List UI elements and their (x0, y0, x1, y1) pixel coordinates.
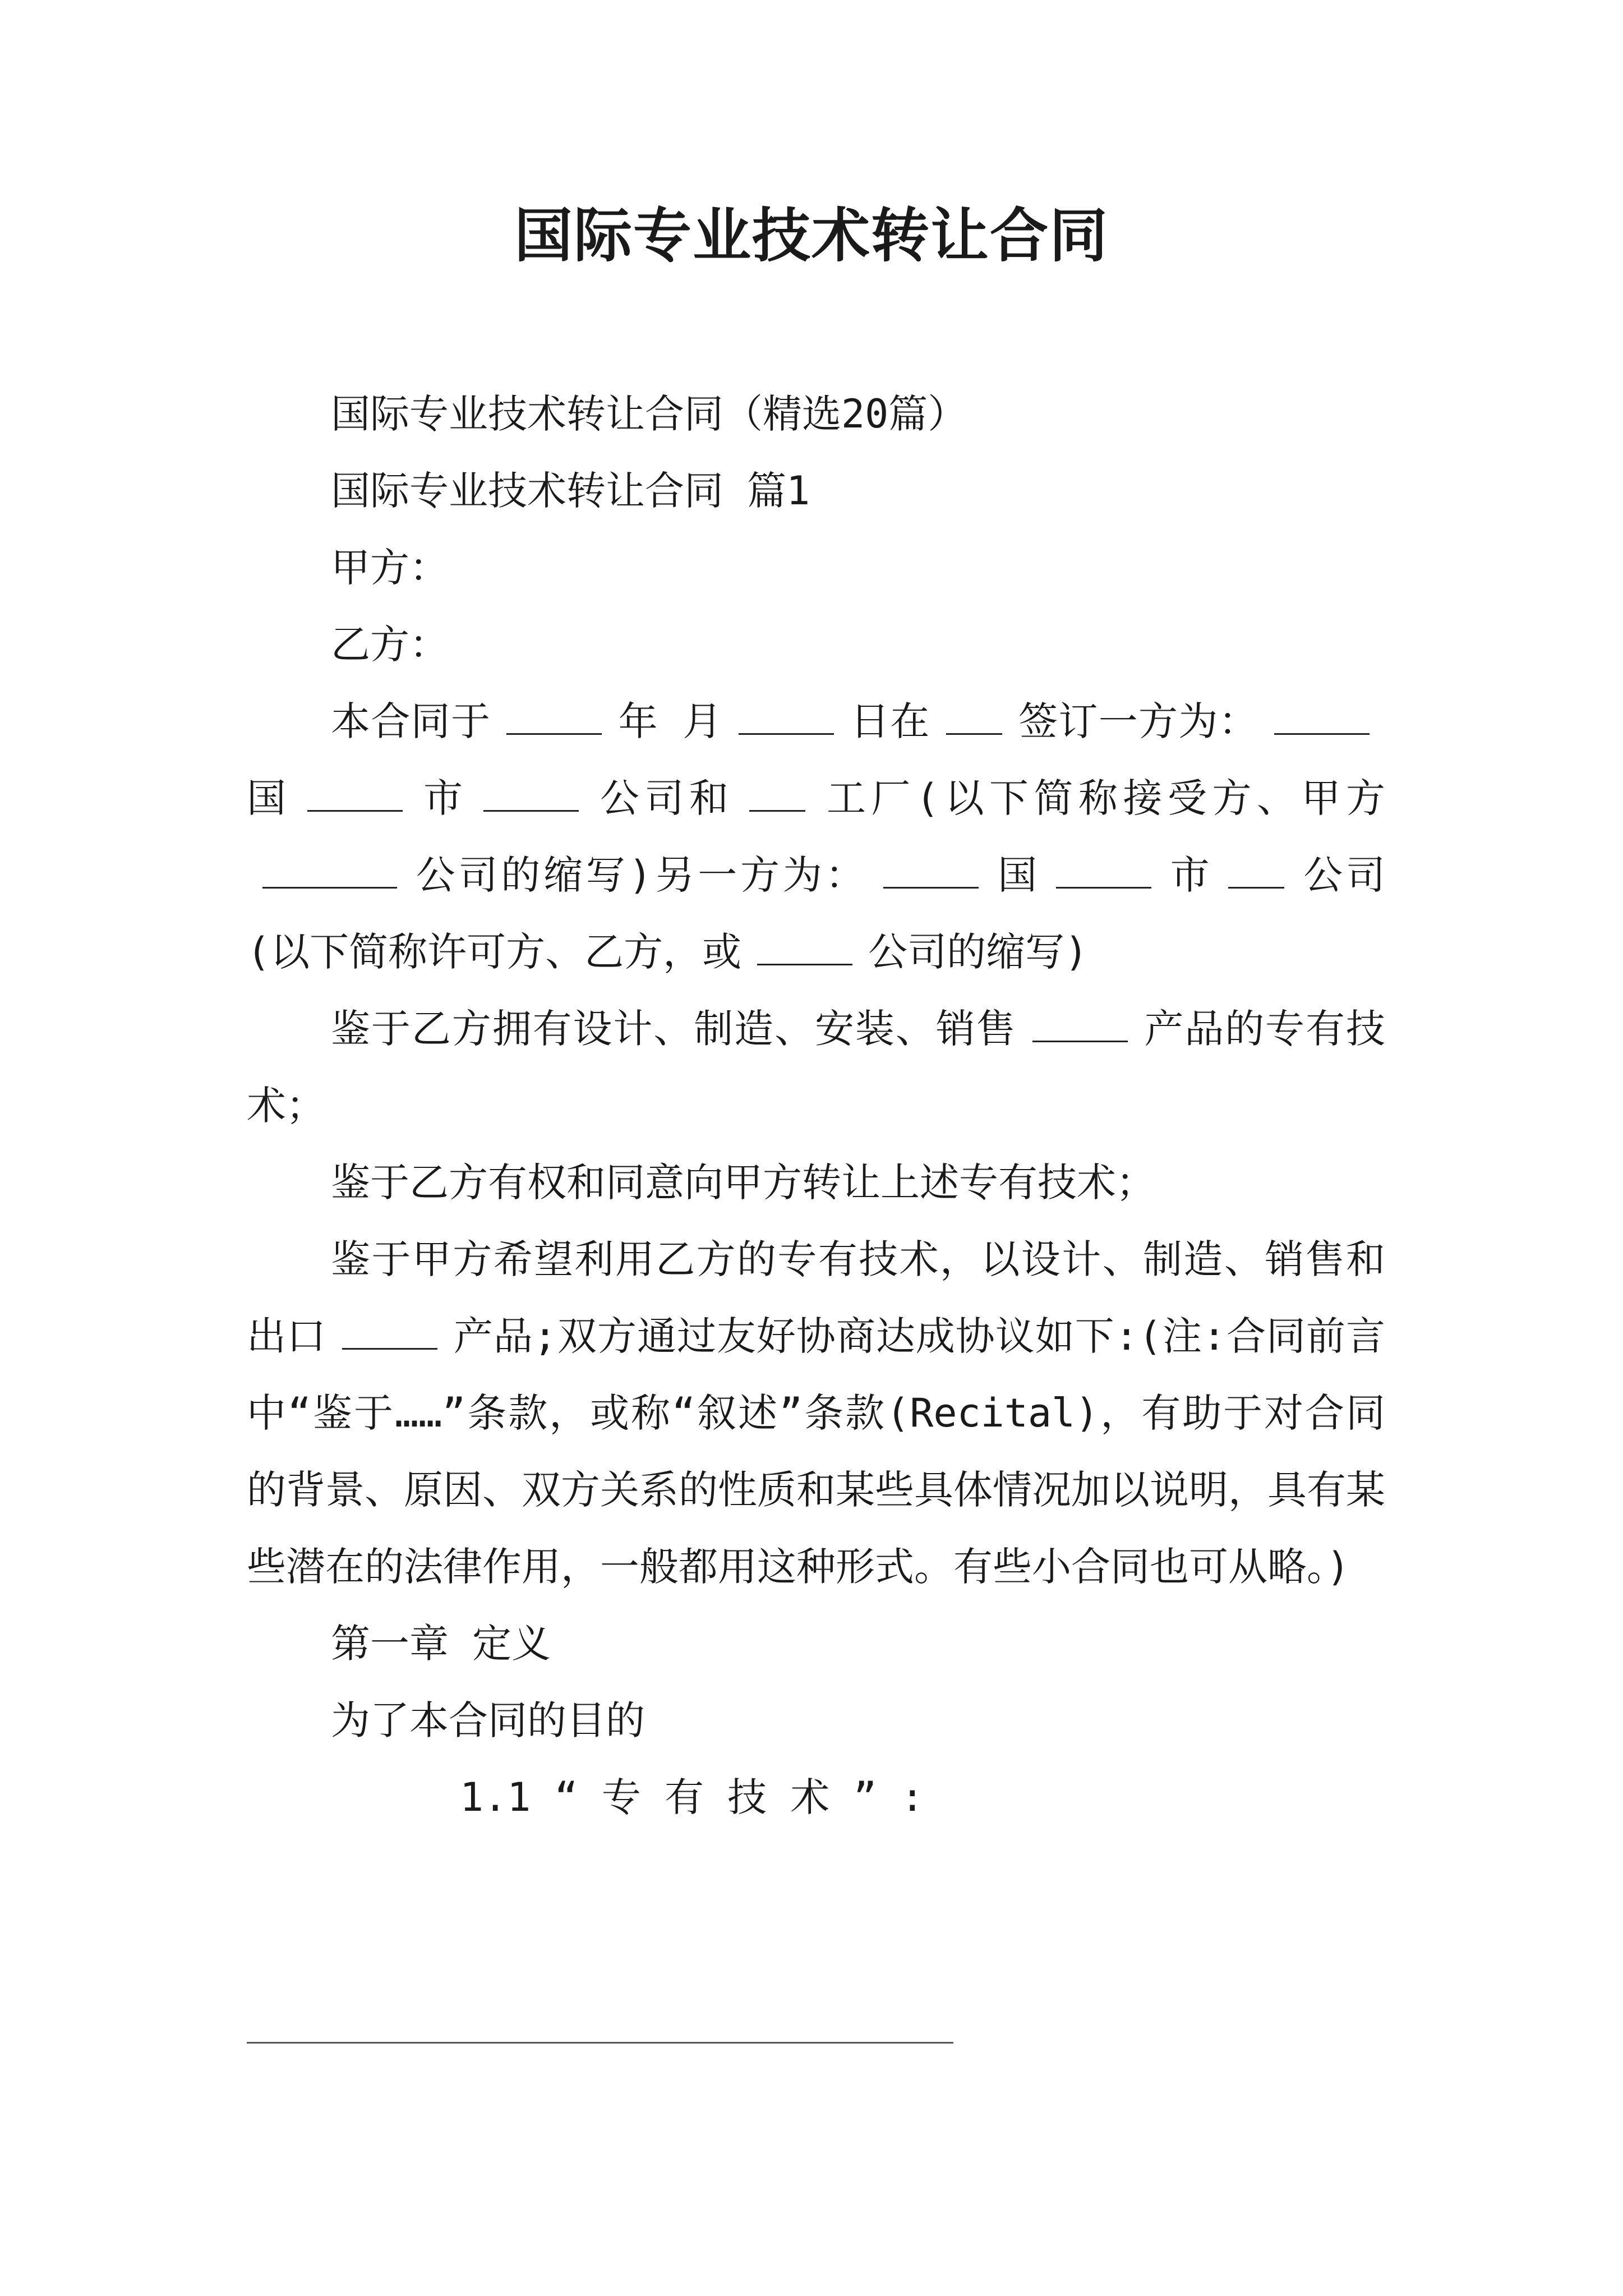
blank-abbr-a (262, 886, 397, 889)
whereas-paragraph-3 (247, 1221, 1385, 1605)
signing-text-4: 签订一方为： (1017, 698, 1259, 744)
blank-product-2 (342, 1347, 437, 1350)
blank-day (739, 733, 834, 735)
whereas-1-text-a: 鉴于乙方拥有设计、制造、安装、销售 (331, 1006, 1017, 1052)
signing-text-3: 日在 (849, 698, 930, 744)
blank-year (506, 733, 602, 735)
signing-text-7: 公司和 (594, 775, 734, 821)
whereas-3-text-a: 鉴于甲方希望利用乙方的专有技术，以设计、制造、销售和出口 (247, 1236, 1385, 1359)
signing-text-9: 公司的缩写)另一方为： (413, 852, 868, 898)
signing-paragraph (247, 683, 1385, 991)
subtitle-line: 国际专业技术转让合同（精选20篇） (331, 391, 967, 437)
fill-in-line (247, 2042, 953, 2044)
blank-company-b (1228, 886, 1284, 889)
party-a-line: 甲方： (331, 545, 449, 591)
blank-place (946, 733, 1002, 735)
signing-text-8: 工厂(以下简称接受方、甲方 (821, 775, 1385, 821)
signing-text-11: 市 (1166, 852, 1213, 898)
blank-country-a (1274, 733, 1370, 735)
blank-city-b (1056, 886, 1151, 889)
blank-factory-a (749, 809, 805, 812)
signing-text-12: 公司(以下简称许可方、乙方，或 (247, 852, 1386, 975)
signing-text-5: 国 (247, 775, 292, 821)
signing-text-10: 国 (994, 852, 1040, 898)
signing-text-6: 市 (418, 775, 468, 821)
whereas-paragraph-2: 鉴于乙方有权和同意向甲方转让上述专有技术； (331, 1159, 1155, 1205)
blank-company-a (483, 809, 579, 812)
section-heading: 国际专业技术转让合同 篇1 (331, 468, 810, 514)
party-b-line: 乙方： (331, 622, 449, 668)
signing-text-1: 本合同于 (331, 698, 491, 744)
signing-text-2: 年 月 (617, 698, 723, 744)
signing-text-13: 公司的缩写) (868, 929, 1089, 975)
blank-abbr-b (757, 963, 852, 965)
clause-1-1: 1.1 “ 专 有 技 术 ” : (460, 1774, 924, 1820)
purpose-line: 为了本合同的目的 (331, 1697, 645, 1743)
whereas-paragraph-1 (247, 991, 1385, 1144)
document-body (247, 376, 1385, 1836)
blank-country-b (883, 886, 979, 889)
blank-city-a (307, 809, 403, 812)
chapter-heading: 第一章 定义 (331, 1621, 551, 1667)
whereas-1-text-b: 产品的专有技术； (247, 1006, 1386, 1129)
document-title: 国际专业技术转让合同 (514, 201, 1109, 270)
whereas-3-text-b: 产品;双方通过友好协商达成协议如下:(注:合同前言中“鉴于……”条款，或称“叙述”条款(Recital)，有助于对合同的背景、原因、双方关系的性质和某些具体情况加以说明，具有某些潜在的法律作用，一般都用这种形式。有些小合同也可从略。) (247, 1313, 1386, 1590)
blank-product-1 (1032, 1040, 1128, 1042)
